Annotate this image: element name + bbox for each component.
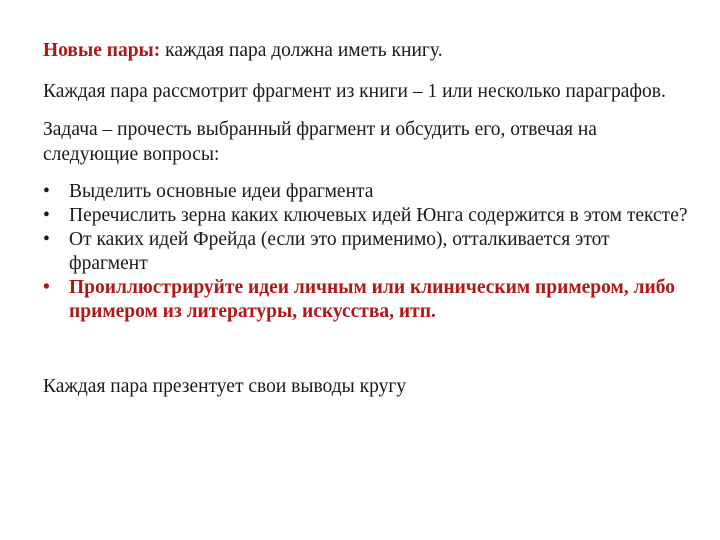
- list-item: [43, 180, 693, 204]
- bullet-icon: •: [43, 205, 50, 226]
- list-item-text: Выделить основные идеи фрагмента: [69, 181, 374, 202]
- list-item: [43, 204, 693, 228]
- intro-text: каждая пара должна иметь книгу.: [160, 40, 443, 61]
- task-paragraph: Задача – прочесть выбранный фрагмент и обсудить его, отвечая на следующие вопросы:: [43, 119, 597, 165]
- intro-paragraph: [43, 38, 693, 63]
- final-paragraph: Каждая пара презентует свои выводы кругу: [43, 376, 407, 397]
- list-item-text: От каких идей Фрейда (если это применимо), отталкивается этот фрагмент: [69, 229, 610, 274]
- list-item-text: Проиллюстрируйте идеи личным или клиническим примером, либо примером из литературы, искусства, итп.: [69, 277, 675, 322]
- bullet-icon: •: [43, 277, 50, 298]
- list-item: [43, 228, 693, 276]
- intro-label: Новые пары:: [43, 40, 161, 61]
- list-item-text: Перечислить зерна каких ключевых идей Юнга содержится в этом тексте?: [69, 205, 688, 226]
- pair-paragraph: Каждая пара рассмотрит фрагмент из книги – 1 или несколько параграфов.: [43, 81, 666, 102]
- bullet-icon: •: [43, 229, 50, 250]
- slide-content: [43, 38, 693, 399]
- question-list: [43, 180, 693, 324]
- list-item-highlighted: [43, 276, 693, 324]
- bullet-icon: •: [43, 181, 50, 202]
